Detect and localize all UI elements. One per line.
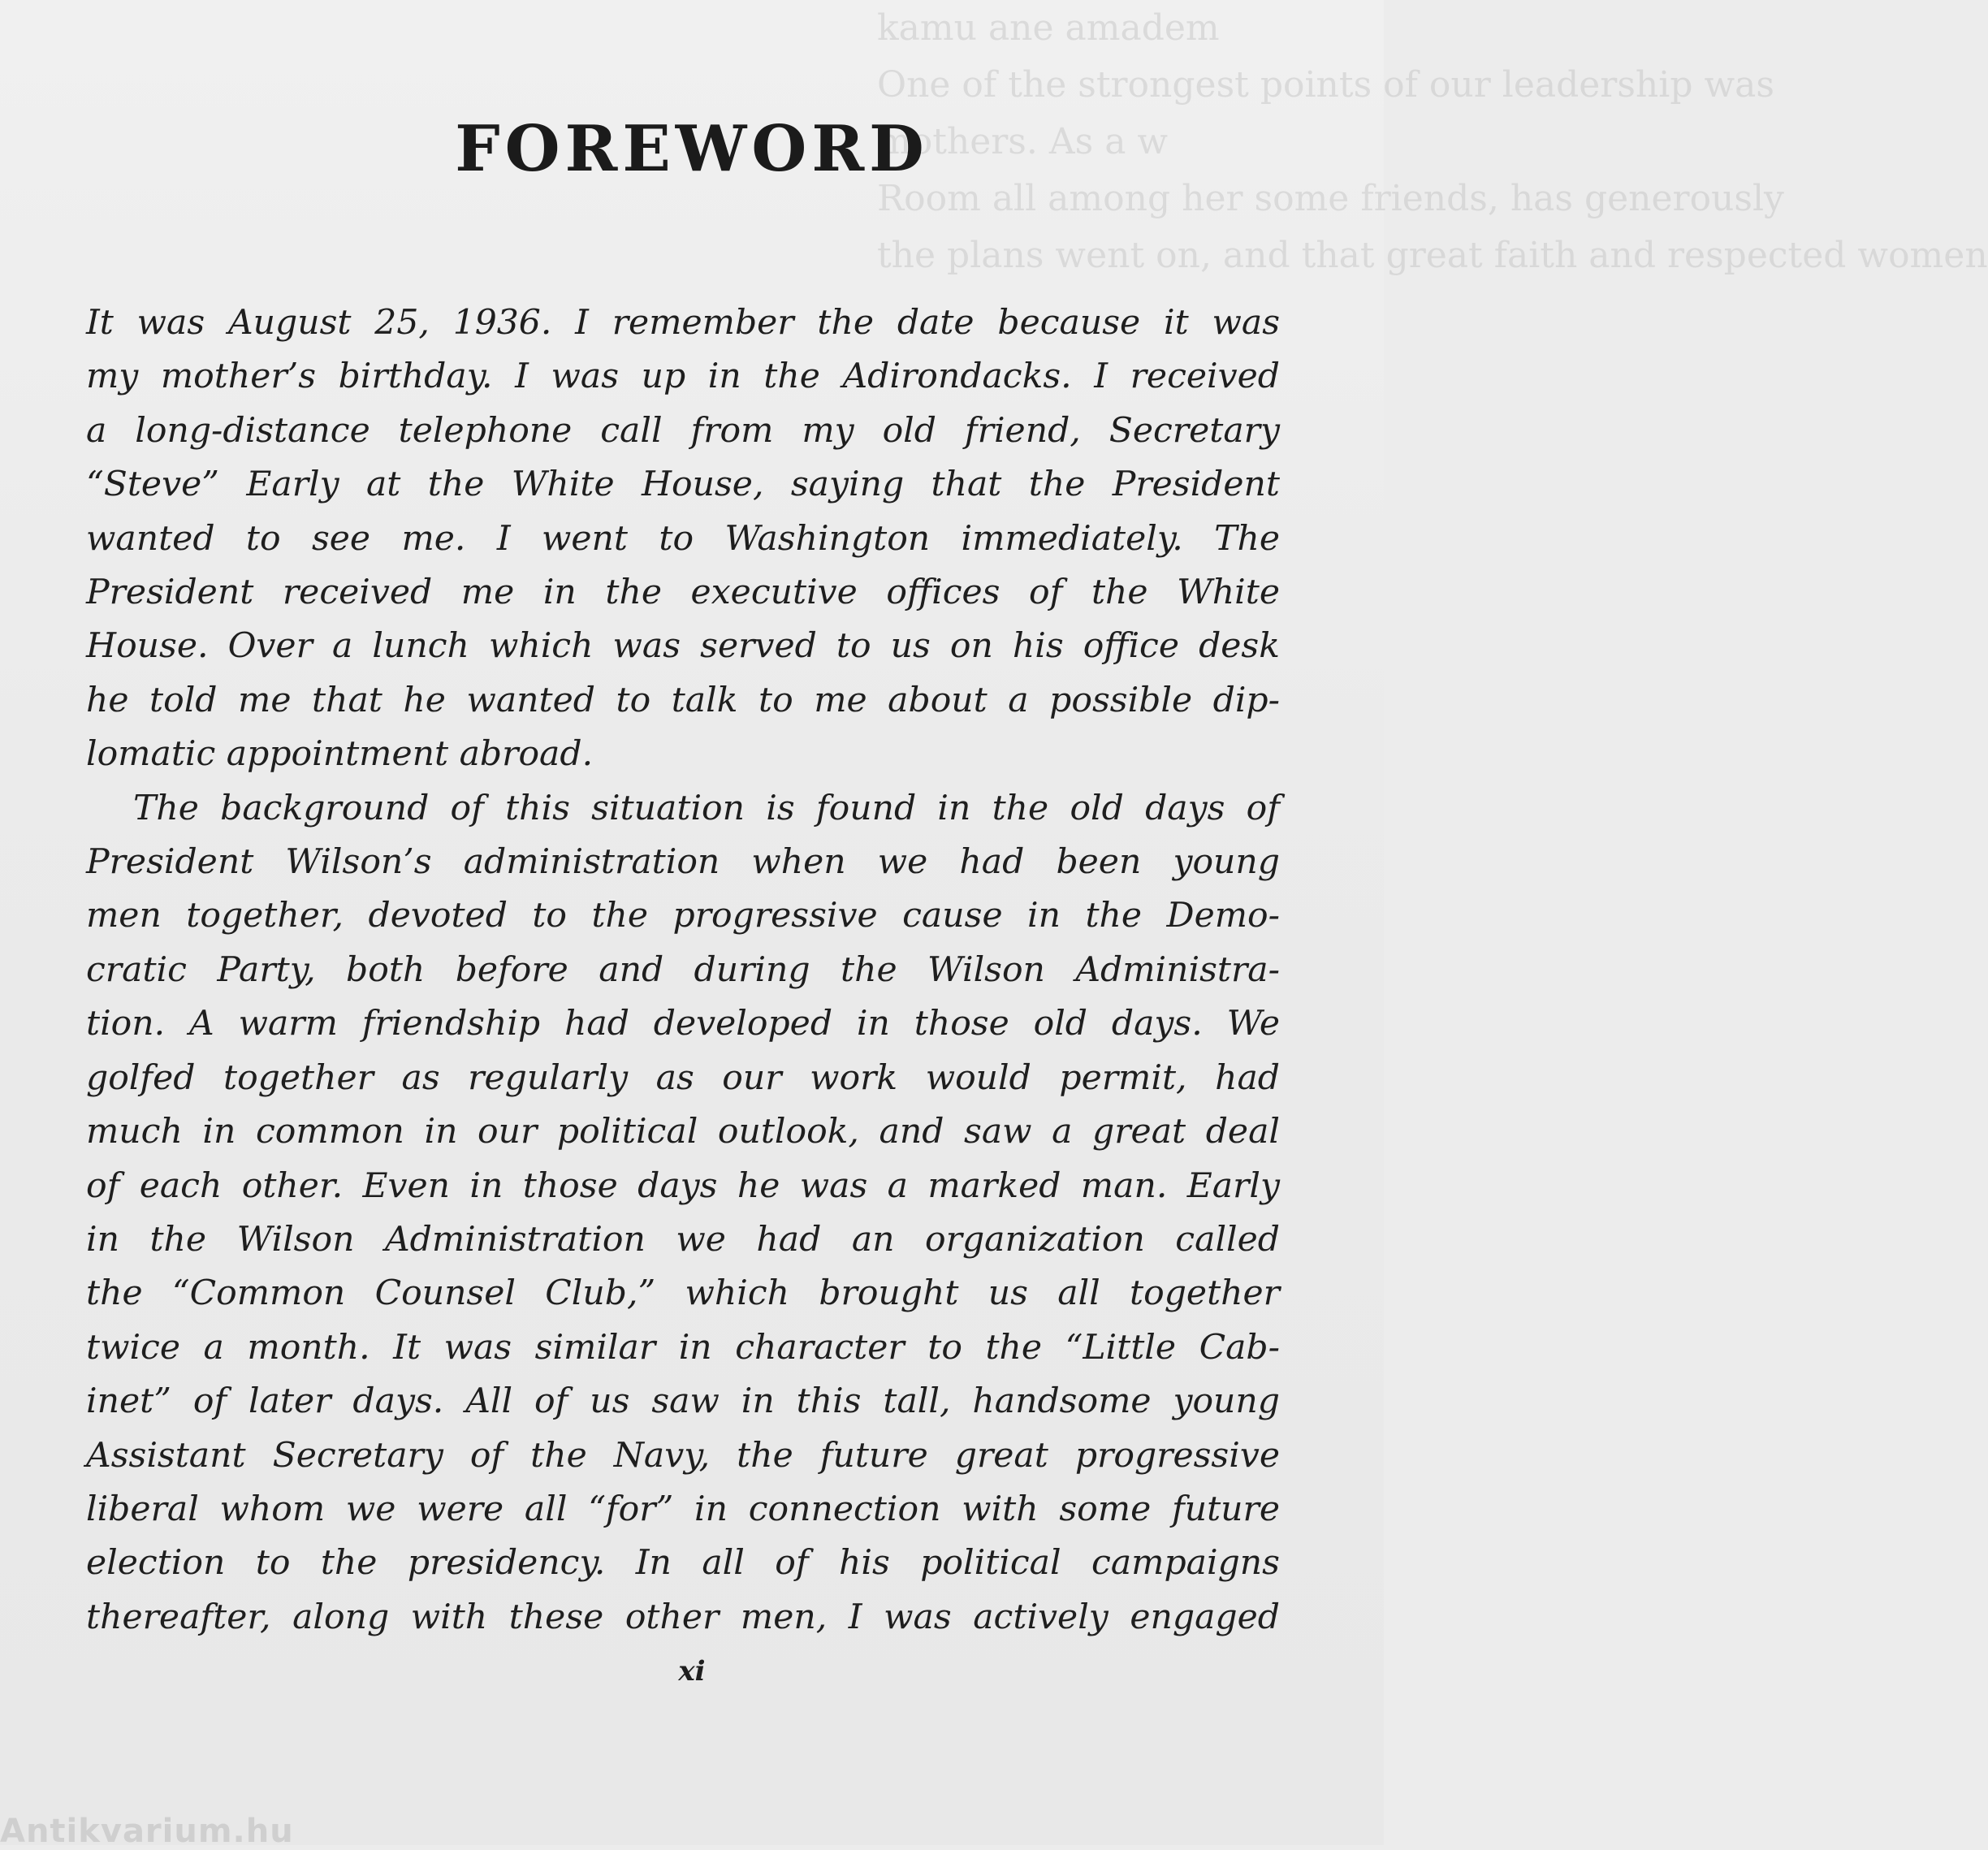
text-line: President received me in the executive offices of the White	[86, 573, 1280, 613]
watermark: Antikvarium.hu	[0, 1813, 294, 1850]
bleed-through-line: kamu ane amadem	[877, 7, 1220, 49]
text-line: tion. A warm friendship had developed in those old days. We	[86, 1004, 1280, 1044]
text-line: twice a month. It was similar in character to the “Little Cab-	[86, 1327, 1280, 1368]
text-line: he told me that he wanted to talk to me about a possible dip-	[86, 680, 1280, 720]
paragraph-1	[86, 296, 1280, 782]
text-line: much in common in our political outlook, and saw a great deal	[86, 1112, 1280, 1152]
text-line: It was August 25, 1936. I remember the date because it was	[86, 303, 1280, 343]
text-line: wanted to see me. I went to Washington immediately. The	[86, 518, 1280, 559]
bleed-through-line: One of the strongest points of our leadership was	[877, 64, 1774, 106]
text-line: thereafter, along with these other men, I was actively engaged	[86, 1597, 1280, 1637]
text-line: The background of this situation is found in the old days of	[133, 788, 1280, 828]
text-line: “Steve” Early at the White House, saying that the President	[86, 465, 1280, 505]
text-line: of each other. Even in those days he was a marked man. Early	[86, 1165, 1280, 1206]
text-line: the “Common Counsel Club,” which brought us all together	[86, 1273, 1280, 1314]
page-number: xi	[678, 1655, 706, 1688]
text-line: election to the presidency. In all of his political campaigns	[86, 1543, 1280, 1584]
text-line: my mother’s birthday. I was up in the Adirondacks. I received	[86, 357, 1280, 397]
text-line: President Wilson’s administration when we had been young	[86, 842, 1280, 883]
text-line: in the Wilson Administration we had an organization called	[86, 1219, 1280, 1260]
text-line: golfed together as regularly as our work would permit, had	[86, 1057, 1280, 1098]
text-line: lomatic appointment abroad.	[86, 734, 594, 775]
text-line: inet” of later days. All of us saw in this tall, handsome young	[86, 1381, 1280, 1422]
text-line: Assistant Secretary of the Navy, the future great progressive	[86, 1435, 1280, 1476]
bleed-through-line: mothers. As a w	[877, 121, 1169, 162]
page-title: FOREWORD	[455, 112, 929, 186]
foreword-body	[86, 296, 1280, 1645]
text-line: a long-distance telephone call from my old friend, Secretary	[86, 410, 1280, 451]
text-line: cratic Party, both before and during the Wilson Administra-	[86, 949, 1280, 990]
text-line: liberal whom we were all “for” in connection with some future	[86, 1489, 1280, 1529]
text-line: House. Over a lunch which was served to us on his office desk	[86, 626, 1280, 667]
text-line: men together, devoted to the progressive cause in the Demo-	[86, 896, 1280, 936]
paragraph-2	[86, 782, 1280, 1645]
bleed-through-line: Room all among her some friends, has generously	[877, 178, 1784, 219]
bleed-through-line: the plans went on, and that great faith and respected women	[877, 235, 1988, 276]
